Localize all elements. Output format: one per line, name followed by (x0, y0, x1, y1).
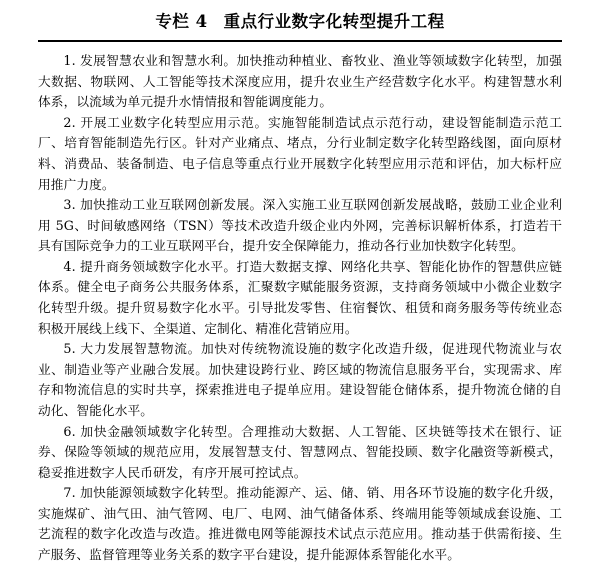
paragraph-4: 4. 提升商务领域数字化水平。打造大数据支撑、网络化共享、智能化协作的智慧供应链体系。健全电子商务公共服务体系，汇聚数字赋能服务资源，支持商务领域中小微企业数字化转型升级。提升贸易数字化水平。引导批发零售、住宿餐饮、租赁和商务服务等传统业态积极开展线上线下、全渠道、定制化、精准化营销应用。 (38, 258, 562, 336)
title-heading: 重点行业数字化转型提升工程 (223, 12, 445, 31)
paragraph-1: 1. 发展智慧农业和智慧水利。加快推动种植业、畜牧业、渔业等领域数字化转型，加强大数据、物联网、人工智能等技术深度应用，提升农业生产经营数字化水平。构建智慧水利体系，以流域为单元提升水情情报和智能调度能力。 (38, 53, 562, 110)
document-body (0, 42, 600, 565)
paragraph-3: 3. 加快推动工业互联网创新发展。深入实施工业互联网创新发展战略，鼓励工业企业利用 5G、时间敏感网络（TSN）等技术改造升级企业内外网，完善标识解析体系，打造若干具有国际竞争力的工业互联网平台，提升安全保障能力，推动各行业加快数字化转型。 (38, 197, 562, 254)
paragraph-6: 6. 加快金融领域数字化转型。合理推动大数据、人工智能、区块链等技术在银行、证券、保险等领域的规范应用，发展智慧支付、智慧网点、智能投顾、数字化融资等新模式，稳妥推进数字人民币研发，有序开展可控试点。 (38, 423, 562, 480)
page-title (40, 10, 560, 33)
paragraph-5: 5. 大力发展智慧物流。加快对传统物流设施的数字化改造升级，促进现代物流业与农业、制造业等产业融合发展。加快建设跨行业、跨区域的物流信息服务平台，实现需求、库存和物流信息的实时共享，探索推进电子提单应用。建设智能仓储体系，提升物流仓储的自动化、智能化水平。 (38, 341, 562, 418)
paragraph-7: 7. 加快能源领域数字化转型。推动能源产、运、储、销、用各环节设施的数字化升级，实施煤矿、油气田、油气管网、电厂、电网、油气储备体系、终端用能等领域成套设施、工艺流程的数字化改造与改造。推进微电网等能源技术试点示范应用。推动基于供需衔接、生产服务、监督管理等业务关系的数字平台建设，提升能源体系智能化水平。 (38, 485, 562, 562)
title-number: 专栏 4 (155, 12, 208, 31)
paragraph-2: 2. 开展工业数字化转型应用示范。实施智能制造试点示范行动，建设智能制造示范工厂、培育智能制造先行区。针对产业痛点、堵点，分行业制定数字化转型路线图，面向原材料、消费品、装备制造、电子信息等重点行业开展数字化转型应用示范和评估，加大标杆应用推广力度。 (38, 114, 562, 192)
title-block (0, 0, 600, 33)
